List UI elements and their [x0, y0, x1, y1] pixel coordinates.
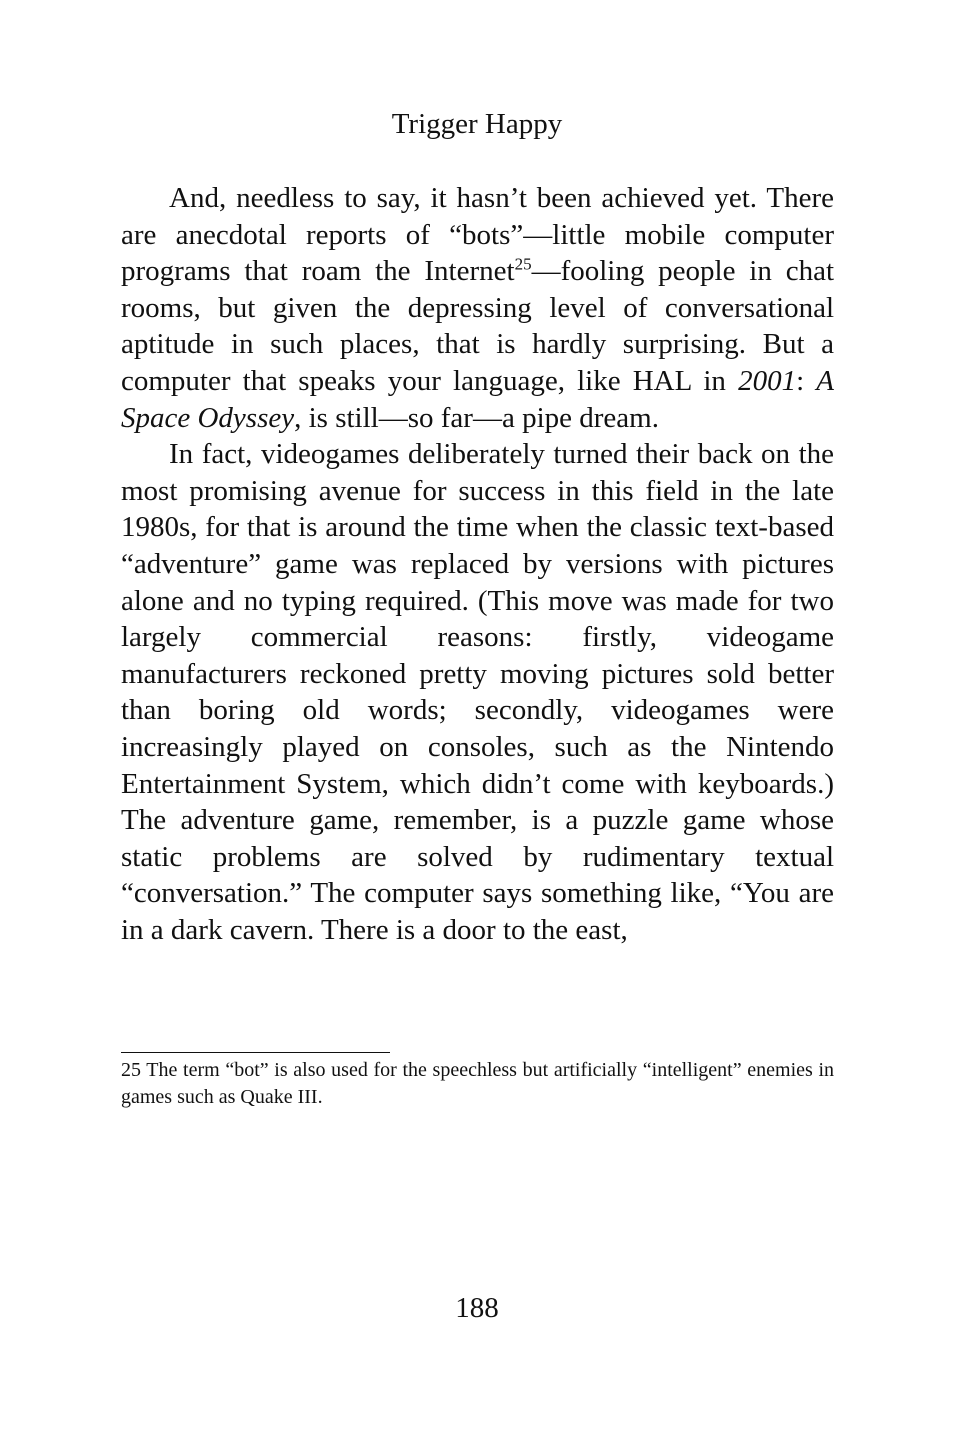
film-title-name: A Space Odyssey	[121, 364, 834, 434]
title-colon: :	[796, 364, 817, 397]
paragraph-1-text-a: And, needless to say, it hasn’t been achieved yet. There are anecdotal reports of “bots”—little mobile computer programs that roam the Internet	[121, 182, 834, 288]
footnote: 25 The term “bot” is also used for the speechless but artificially “intelligent” enemies in games such as Quake III.	[121, 1059, 834, 1108]
footnote-reference: 25	[514, 254, 532, 274]
paragraph-2: In fact, videogames deliberately turned their back on the most promising avenue for success in this field in the late 1980s, for that is around the time when the classic text-based “adventure” game was replaced by versions with pictures alone and no typing required. (This move was made for two largely commercial reasons: firstly, videogame manufacturers reckoned pretty moving pictures sold better than boring old words; secondly, videogames were increasingly played on consoles, such as the Nintendo Entertainment System, which didn’t come with keyboards.) The adventure game, remember, is a puzzle game whose static problems are solved by rudimentary textual “conversation.” The computer says something like, “You are in a dark cavern. There is a door to the east,	[121, 438, 834, 946]
film-title-year: 2001	[738, 364, 797, 397]
paragraph-1-text-b: —fooling people in chat rooms, but given the depressing level of conversational aptitude in such places, that is hardly surprising. But a computer that speaks your language, like HAL in	[121, 255, 835, 397]
running-head: Trigger Happy	[391, 108, 563, 140]
page-number: 188	[455, 1292, 499, 1324]
footnote-rule	[121, 1052, 390, 1053]
paragraph-1	[121, 180, 834, 436]
body-text	[121, 180, 834, 948]
paragraph-1-text-c: , is still—so far—a pipe dream.	[294, 401, 659, 434]
